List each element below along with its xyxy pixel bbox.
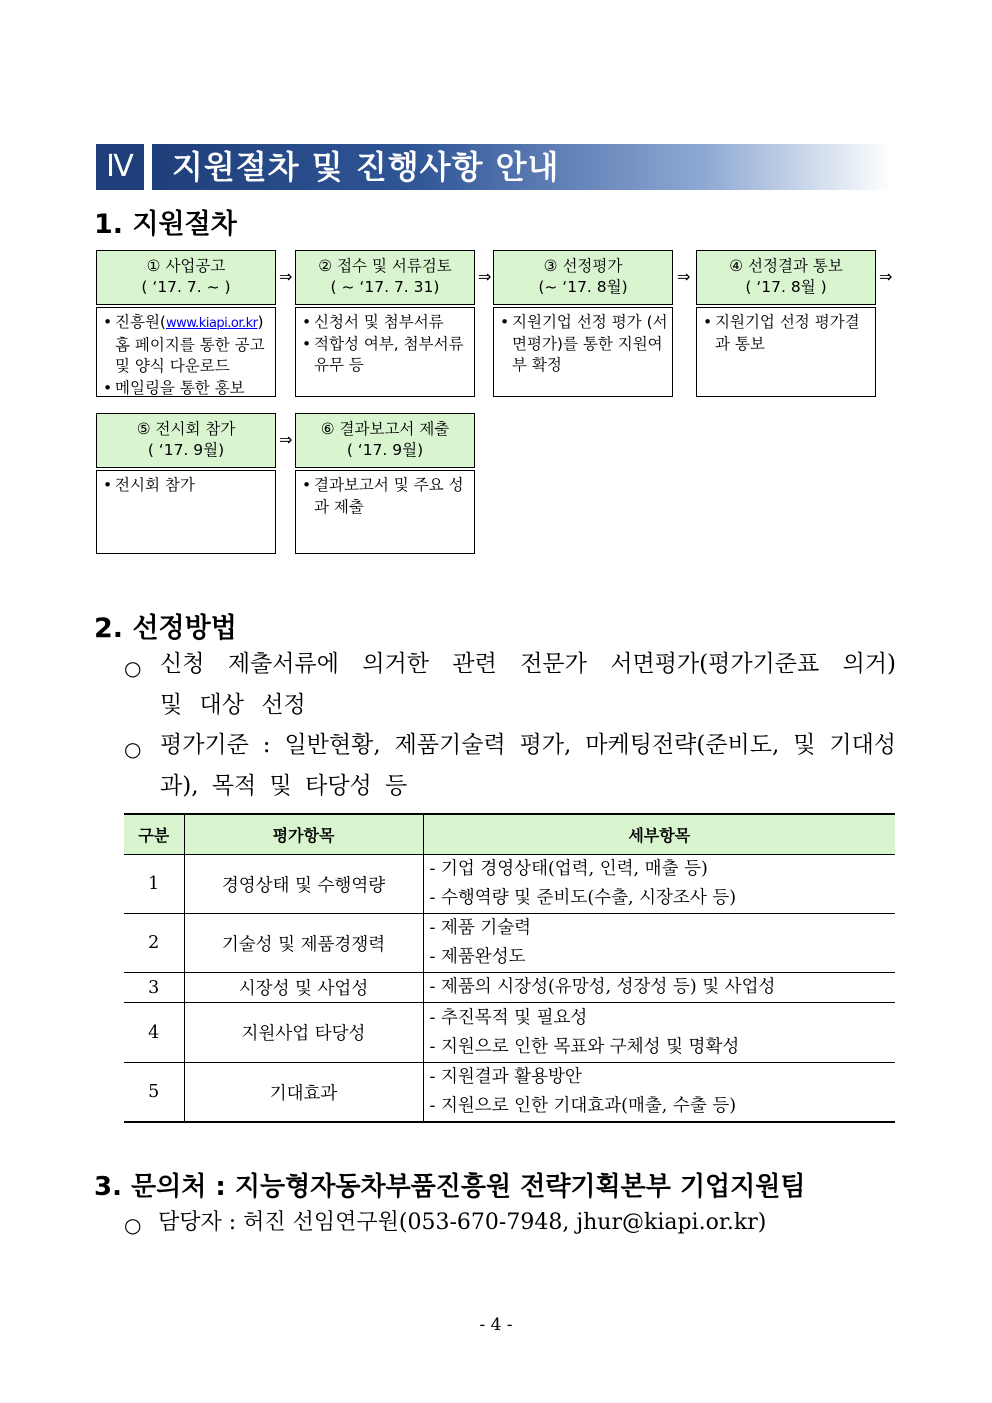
flow-step-title: ① 사업공고 bbox=[146, 257, 226, 275]
column-header: 세부항목 bbox=[423, 814, 895, 855]
flow-step-4 bbox=[696, 250, 876, 397]
row-number: 2 bbox=[124, 914, 184, 973]
evaluation-table bbox=[124, 813, 895, 1123]
list-item: • 지원기업 선정 평가 (서면평가)를 통한 지원여부 확정 bbox=[498, 312, 668, 377]
flow-step-date: ( ‘17. 9월) bbox=[147, 441, 225, 459]
flow-step-header bbox=[295, 250, 475, 305]
row-details: - 제품 기술력 - 제품완성도 bbox=[423, 914, 895, 973]
selection-point-2: 평가기준 : 일반현황, 제품기술력 평가, 마케팅전략(준비도, 및 기대성과), 목적 및 타당성 등 bbox=[160, 732, 896, 799]
list-item: • 적합성 여부, 첨부서류 유무 등 bbox=[300, 334, 470, 377]
bullet-icon: ○ bbox=[124, 737, 142, 761]
kiapi-link[interactable]: www.kiapi.or.kr bbox=[165, 316, 258, 331]
flow-step-title: ③ 선정평가 bbox=[543, 257, 623, 275]
flow-arrow: ⇒ bbox=[279, 267, 293, 286]
page-number: - 4 - bbox=[479, 1315, 513, 1335]
list-item: • 지원기업 선정 평가결과 통보 bbox=[701, 312, 871, 355]
row-item: 기술성 및 제품경쟁력 bbox=[184, 914, 423, 973]
table-row bbox=[124, 855, 895, 914]
flow-step-body bbox=[295, 470, 475, 554]
contact-line: 담당자 : 허진 선임연구원(053-670-7948, jhur@kiapi.or.kr) bbox=[158, 1210, 767, 1235]
flow-step-date: ( ‘17. 7. ~ ) bbox=[141, 278, 231, 296]
table-header-row bbox=[124, 814, 895, 855]
flow-step-body bbox=[96, 307, 276, 397]
selection-point-1: 신청 제출서류에 의거한 관련 전문가 서면평가(평가기준표 의거) 및 대상 선정 bbox=[160, 651, 896, 718]
flow-arrow: ⇒ bbox=[478, 267, 492, 286]
list-item: • 전시회 참가 bbox=[101, 475, 271, 497]
row-number: 1 bbox=[124, 855, 184, 914]
flow-step-header bbox=[96, 250, 276, 305]
flow-step-6 bbox=[295, 413, 475, 554]
row-number: 4 bbox=[124, 1003, 184, 1063]
table-row bbox=[124, 1003, 895, 1063]
flow-step-body bbox=[96, 470, 276, 554]
column-header: 평가항목 bbox=[184, 814, 423, 855]
flow-step-date: ( ~ ‘17. 7. 31) bbox=[330, 278, 440, 296]
flow-step-2 bbox=[295, 250, 475, 397]
flow-step-title: ⑥ 결과보고서 제출 bbox=[320, 420, 450, 438]
flow-step-date: (~ ‘17. 8월) bbox=[538, 278, 628, 296]
flow-step-header bbox=[493, 250, 673, 305]
flow-step-body bbox=[493, 307, 673, 397]
contact-heading: 3. 문의처 : 지능형자동차부품진흥원 전략기획본부 기업지원팀 bbox=[94, 1172, 806, 1202]
flow-step-title: ② 접수 및 서류검토 bbox=[318, 257, 452, 275]
row-item: 시장성 및 사업성 bbox=[184, 973, 423, 1003]
selection-heading: 2. 선정방법 bbox=[94, 613, 237, 644]
procedure-heading: 1. 지원절차 bbox=[94, 209, 237, 240]
row-number: 5 bbox=[124, 1063, 184, 1123]
row-details: - 제품의 시장성(유망성, 성장성 등) 및 사업성 bbox=[423, 973, 895, 1003]
row-number: 3 bbox=[124, 973, 184, 1003]
flow-arrow: ⇒ bbox=[879, 267, 893, 286]
list-item: • 신청서 및 첨부서류 bbox=[300, 312, 470, 334]
flow-step-body bbox=[295, 307, 475, 397]
flow-step-header bbox=[295, 413, 475, 468]
flow-step-title: ④ 선정결과 통보 bbox=[729, 257, 843, 275]
table-row bbox=[124, 973, 895, 1003]
flow-arrow: ⇒ bbox=[677, 267, 691, 286]
section-title-bar bbox=[152, 144, 892, 190]
row-details: - 기업 경영상태(업력, 인력, 매출 등) - 수행역량 및 준비도(수출, 시장조사 등) bbox=[423, 855, 895, 914]
table-row bbox=[124, 1063, 895, 1123]
list-item: • 진흥원(www.kiapi.or.kr) 홈 페이지를 통한 공고 및 양식 다운로드 bbox=[101, 312, 271, 378]
row-details: - 추진목적 및 필요성 - 지원으로 인한 목표와 구체성 및 명확성 bbox=[423, 1003, 895, 1063]
flow-step-date: ( ‘17. 8월 ) bbox=[745, 278, 827, 296]
row-item: 지원사업 타당성 bbox=[184, 1003, 423, 1063]
bullet-icon: ○ bbox=[124, 656, 142, 680]
flow-step-5 bbox=[96, 413, 276, 554]
flow-step-date: ( ‘17. 9월) bbox=[346, 441, 424, 459]
row-item: 경영상태 및 수행역량 bbox=[184, 855, 423, 914]
column-header: 구분 bbox=[124, 814, 184, 855]
section-number: Ⅳ bbox=[96, 144, 144, 190]
table-row bbox=[124, 914, 895, 973]
flow-step-1 bbox=[96, 250, 276, 397]
row-details: - 지원결과 활용방안 - 지원으로 인한 기대효과(매출, 수출 등) bbox=[423, 1063, 895, 1123]
row-item: 기대효과 bbox=[184, 1063, 423, 1123]
list-item: • 메일링을 통한 홍보 bbox=[101, 378, 271, 400]
flow-step-3 bbox=[493, 250, 673, 397]
flow-step-header bbox=[96, 413, 276, 468]
flow-arrow: ⇒ bbox=[279, 430, 293, 449]
flow-step-body bbox=[696, 307, 876, 397]
section-title: 지원절차 및 진행사항 안내 bbox=[172, 148, 560, 186]
bullet-icon: ○ bbox=[124, 1213, 142, 1237]
list-item: • 결과보고서 및 주요 성과 제출 bbox=[300, 475, 470, 518]
flow-step-header bbox=[696, 250, 876, 305]
flow-step-title: ⑤ 전시회 참가 bbox=[136, 420, 236, 438]
